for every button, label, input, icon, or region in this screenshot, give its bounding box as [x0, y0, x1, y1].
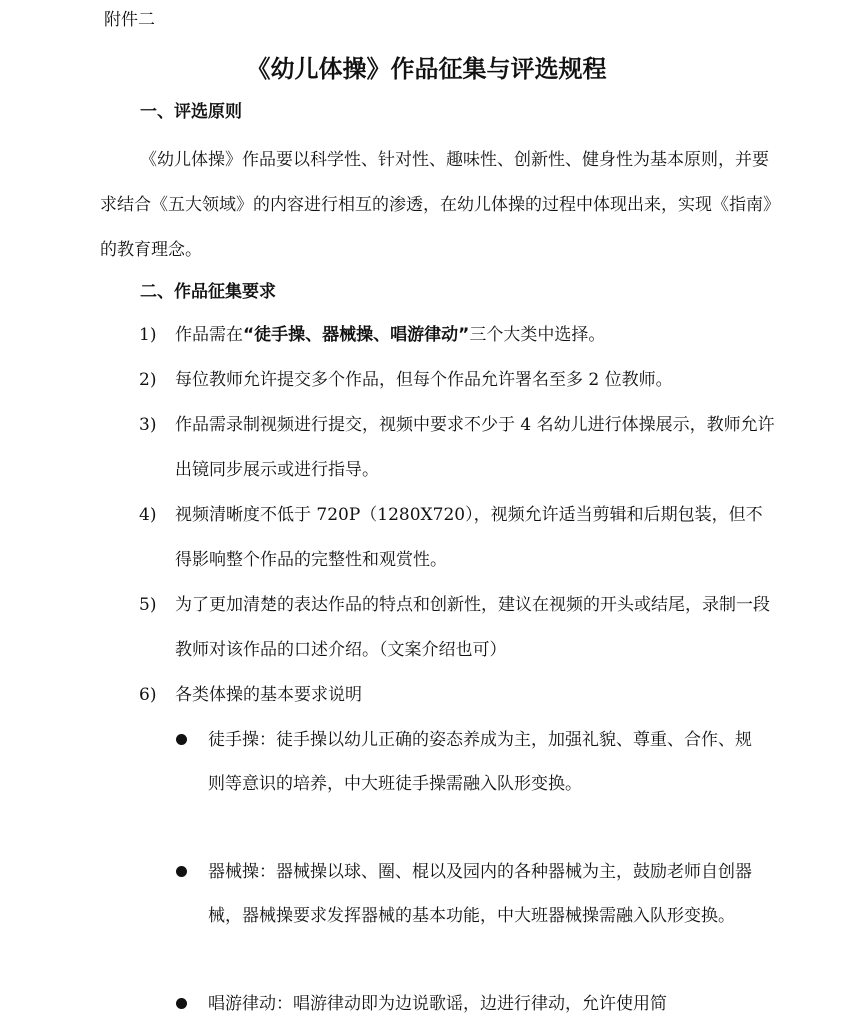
bullet-item-text: 徒手操：徒手操以幼儿正确的姿态养成为主，加强礼貌、尊重、合作、规则等意识的培养，中大班徒手操需融入队形变换。 [208, 730, 752, 794]
list-item-number: 6) [139, 685, 157, 705]
attachment-label: 附件二 [104, 10, 155, 30]
principles-paragraph [100, 138, 780, 273]
bullet-dot-icon [176, 734, 187, 745]
section-heading-requirements: 二、作品征集要求 [140, 282, 276, 302]
principles-paragraph-text: 《幼儿体操》作品要以科学性、针对性、趣味性、创新性、健身性为基本原则，并要求结合《五大领域》的内容进行相互的渗透，在幼儿体操的过程中体现出来，实现《指南》的教育理念。 [100, 150, 780, 260]
list-item-text-post: 三个大类中选择。 [469, 325, 606, 345]
bullet-item-text: 唱游律动：唱游律动即为边说歌谣，边进行律动，允许使用简 [208, 994, 667, 1014]
bullet-item-text: 器械操：器械操以球、圈、棍以及园内的各种器械为主，鼓励老师自创器械，器械操要求发挥器械的基本功能，中大班器械操需融入队形变换。 [208, 862, 752, 926]
category-emphasis: “徒手操、器械操、唱游律动” [243, 325, 470, 345]
list-item-text-pre: 作品需在 [175, 325, 243, 345]
list-item-number: 5) [139, 595, 157, 615]
list-item-text: 每位教师允许提交多个作品，但每个作品允许署名至多 2 位教师。 [175, 370, 673, 390]
list-item-number: 3) [139, 415, 157, 435]
bullet-dot-icon [176, 866, 187, 877]
list-item-text: 为了更加清楚的表达作品的特点和创新性，建议在视频的开头或结尾，录制一段教师对该作品的口述介绍。（文案介绍也可） [175, 595, 770, 660]
list-item-number: 1) [139, 325, 157, 345]
list-item-number: 4) [139, 505, 157, 525]
section-heading-principles: 一、评选原则 [140, 102, 242, 122]
list-item-text [175, 313, 779, 358]
list-item-text: 作品需录制视频进行提交，视频中要求不少于 4 名幼儿进行体操展示，教师允许出镜同步展示或进行指导。 [175, 415, 775, 480]
list-item-text: 视频清晰度不低于 720P（1280X720），视频允许适当剪辑和后期包装，但不得影响整个作品的完整性和观赏性。 [175, 505, 763, 570]
list-item-text: 各类体操的基本要求说明 [175, 685, 362, 705]
list-item-number: 2) [139, 370, 157, 390]
document-title: 《幼儿体操》作品征集与评选规程 [246, 55, 607, 83]
bullet-dot-icon [176, 998, 187, 1009]
